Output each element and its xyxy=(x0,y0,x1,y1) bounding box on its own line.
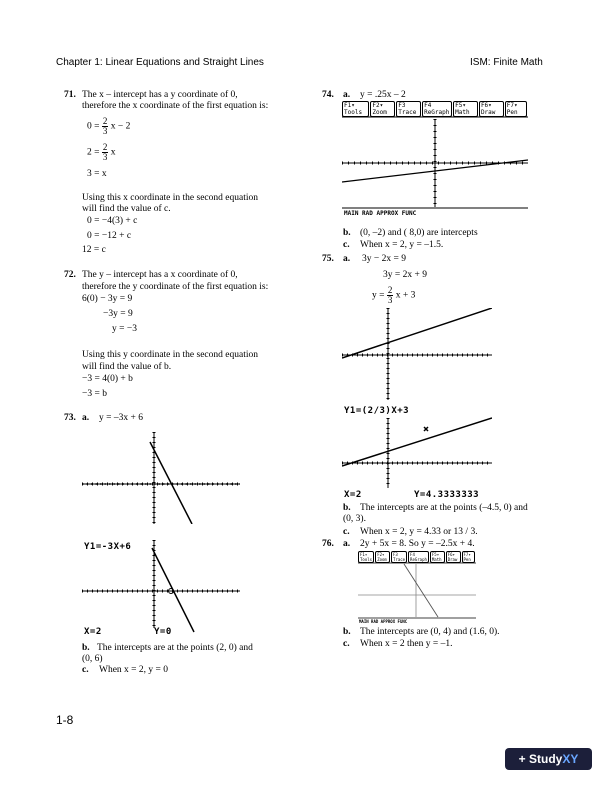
p73-part-c-text: When x = 2, y = 0 xyxy=(99,665,169,675)
p72-eq4: −3 = 4(0) + b xyxy=(82,374,133,384)
logo-text: + Study xyxy=(518,752,563,766)
p72-eq1: 6(0) − 3y = 9 xyxy=(82,294,133,304)
p75-trace-equation: Y1=(2/3)X+3 xyxy=(344,406,410,416)
p73-part-b-label: b. xyxy=(82,643,90,653)
p73-trace-equation: Y1=-3X+6 xyxy=(84,542,132,552)
p75-eq2: 3y = 2x + 9 xyxy=(383,270,427,280)
problem-76-number: 76. xyxy=(322,539,334,549)
p73-trace-y: Y=0 xyxy=(154,627,172,637)
p73-part-a-label: a. xyxy=(82,413,90,423)
problem-72-number: 72. xyxy=(64,270,76,280)
p75-trace-x: X=2 xyxy=(344,490,362,500)
p72-eq5: −3 = b xyxy=(82,389,107,399)
p74-status-bar: MAIN RAD APPROX FUNC xyxy=(344,210,417,217)
problem-73-number: 73. xyxy=(64,413,76,423)
p75-part-c-label: c. xyxy=(343,527,350,537)
p72-intro-line1: The y – intercept has a x coordinate of 0, xyxy=(82,270,238,280)
p73-trace-screen xyxy=(82,540,240,642)
p71-eq6: 12 = c xyxy=(82,245,106,255)
p71-eq5: 0 = −12 + c xyxy=(87,231,132,241)
p73-equation: y = –3x + 6 xyxy=(99,413,143,423)
p74-toolbar: F1▾ Tools F2▾ Zoom F3 Trace F4 ReGraph F5▾ Math F6▾ Draw F7▾ Pen xyxy=(342,101,528,117)
p73-part-c-label: c. xyxy=(82,665,89,675)
p76-part-a-label: a. xyxy=(343,539,351,549)
p74-part-b-text: (0, –2) and ( 8,0) are intercepts xyxy=(360,228,478,238)
p74-part-c-text: When x = 2, y = –1.5. xyxy=(360,240,444,250)
p73-graph-screen xyxy=(82,432,240,524)
p76-graph-screen xyxy=(358,551,476,625)
p75-trace-y: Y=4.3333333 xyxy=(414,490,480,500)
p74-equation: y = .25x – 2 xyxy=(360,90,406,100)
p76-equation: 2y + 5x = 8. So y = –2.5x + 4. xyxy=(360,539,475,549)
p72-eq2: −3y = 9 xyxy=(103,309,133,319)
p71-intro-line1: The x – intercept has a y coordinate of 0, xyxy=(82,90,238,100)
p76-toolbar: F1▾ Tools F2▾ Zoom F3 Trace F4 ReGraph F5▾ Math F6▾ Draw F7▾ Pen xyxy=(358,551,476,563)
p75-part-c-text: When x = 2, y = 4.33 or 13 / 3. xyxy=(360,527,478,537)
p71-mid-line2: will find the value of c. xyxy=(82,204,171,214)
p71-intro-line2: therefore the x coordinate of the first equation is: xyxy=(82,101,269,111)
p75-eq1: 3y − 2x = 9 xyxy=(362,254,406,264)
logo-accent-text: XY xyxy=(562,752,579,766)
p75-part-b-line2: (0, 3). xyxy=(343,514,366,524)
p75-part-b-label: b. xyxy=(343,503,351,513)
p76-part-c-text: When x = 2 then y = –1. xyxy=(360,639,453,649)
studyxy-logo[interactable] xyxy=(505,748,592,770)
p71-eq3: 3 = x xyxy=(87,169,107,179)
p73-trace-x: X=2 xyxy=(84,627,102,637)
p74-graph-screen xyxy=(342,101,528,219)
p73-part-b-line2: (0, 6) xyxy=(82,654,103,664)
problem-75-number: 75. xyxy=(322,254,334,264)
p75-eq3: y = $\frac{2}{3}$ x + 3 xyxy=(372,285,416,305)
p71-eq4: 0 = −4(3) + c xyxy=(87,216,138,226)
p71-eq1: 0 = $\frac{2}{3}$ x − 2 xyxy=(87,116,131,136)
p76-status-bar: MAIN RAD APPROX FUNC xyxy=(359,619,408,624)
p72-mid-line2: will find the value of b. xyxy=(82,362,172,372)
problem-74-number: 74. xyxy=(322,90,334,100)
p71-eq2: 2 = $\frac{2}{3}$ x xyxy=(87,142,116,162)
p75-part-b-line1: The intercepts are at the points (–4.5, 0) and xyxy=(360,503,528,513)
p74-part-a-label: a. xyxy=(343,90,351,100)
header-chapter: Chapter 1: Linear Equations and Straight Lines xyxy=(56,57,264,68)
p75-trace-screen xyxy=(342,404,492,500)
p72-intro-line2: therefore the y coordinate of the first equation is: xyxy=(82,282,269,292)
p71-mid-line1: Using this x coordinate in the second equation xyxy=(82,193,258,203)
p72-eq3: y = −3 xyxy=(112,324,137,334)
p73-part-b-line1: The intercepts are at the points (2, 0) and xyxy=(97,643,253,653)
p76-part-c-label: c. xyxy=(343,639,350,649)
p74-part-b-label: b. xyxy=(343,228,351,238)
p76-part-b-text: The intercepts are (0, 4) and (1.6, 0). xyxy=(360,627,500,637)
page-number: 1-8 xyxy=(56,713,74,727)
header-book: ISM: Finite Math xyxy=(470,57,543,68)
p76-part-b-label: b. xyxy=(343,627,351,637)
p75-graph-screen xyxy=(342,308,492,400)
p74-part-c-label: c. xyxy=(343,240,350,250)
problem-71-number: 71. xyxy=(64,90,76,100)
p72-mid-line1: Using this y coordinate in the second equation xyxy=(82,350,258,360)
p75-part-a-label: a. xyxy=(343,254,351,264)
